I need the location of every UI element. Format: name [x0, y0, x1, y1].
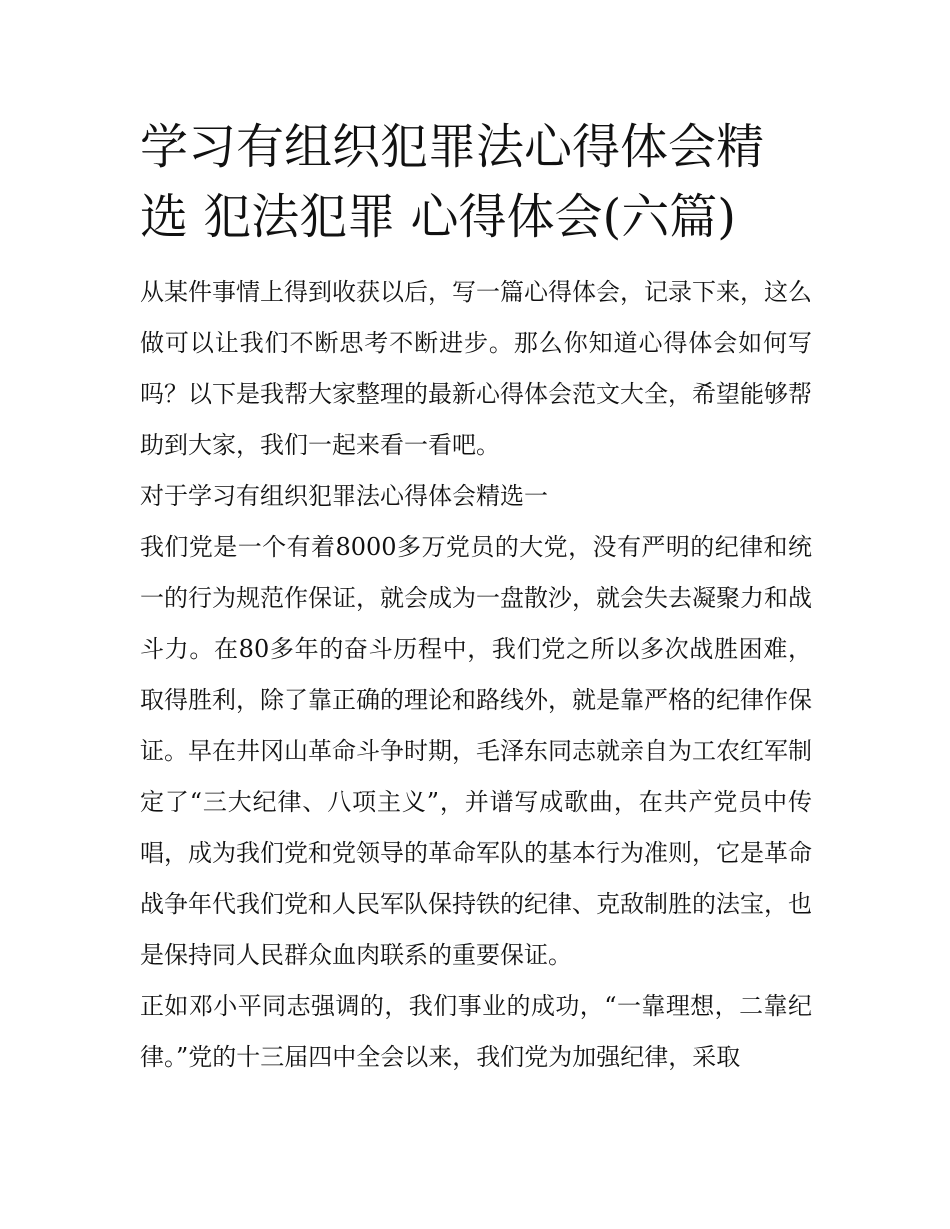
body-paragraph-2: 正如邓小平同志强调的，我们事业的成功，“一靠理想，二靠纪律。”党的十三届四中全会以来，我们党为加强纪律，采取 [140, 992, 812, 1071]
title-line-2: 选 犯法犯罪 心得体会(六篇) [140, 189, 736, 245]
intro-paragraph: 从某件事情上得到收获以后，写一篇心得体会，记录下来，这么做可以让我们不断思考不断进步。那么你知道心得体会如何写吗？以下是我帮大家整理的最新心得体会范文大全，希望能够帮助到大家，我们一起来看一看吧。 [140, 278, 812, 459]
document-title [140, 112, 812, 252]
document-body [140, 112, 812, 1083]
title-line-1: 学习有组织犯罪法心得体会精 [140, 119, 765, 175]
body-paragraph-1: 我们党是一个有着8000多万党员的大党，没有严明的纪律和统一的行为规范作保证，就会成为一盘散沙，就会失去凝聚力和战斗力。在80多年的奋斗历程中，我们党之所以多次战胜困难，取得胜利，除了靠正确的理论和路线外，就是靠严格的纪律作保证。早在井冈山革命斗争时期，毛泽东同志就亲自为工农红军制定了“三大纪律、八项主义”，并谱写成歌曲，在共产党员中传唱，成为我们党和党领导的革命军队的基本行为准则，它是革命战争年代我们党和人民军队保持铁的纪律、克敌制胜的法宝，也是保持同人民群众血肉联系的重要保证。 [140, 533, 812, 969]
section-heading: 对于学习有组织犯罪法心得体会精选一 [140, 482, 548, 510]
